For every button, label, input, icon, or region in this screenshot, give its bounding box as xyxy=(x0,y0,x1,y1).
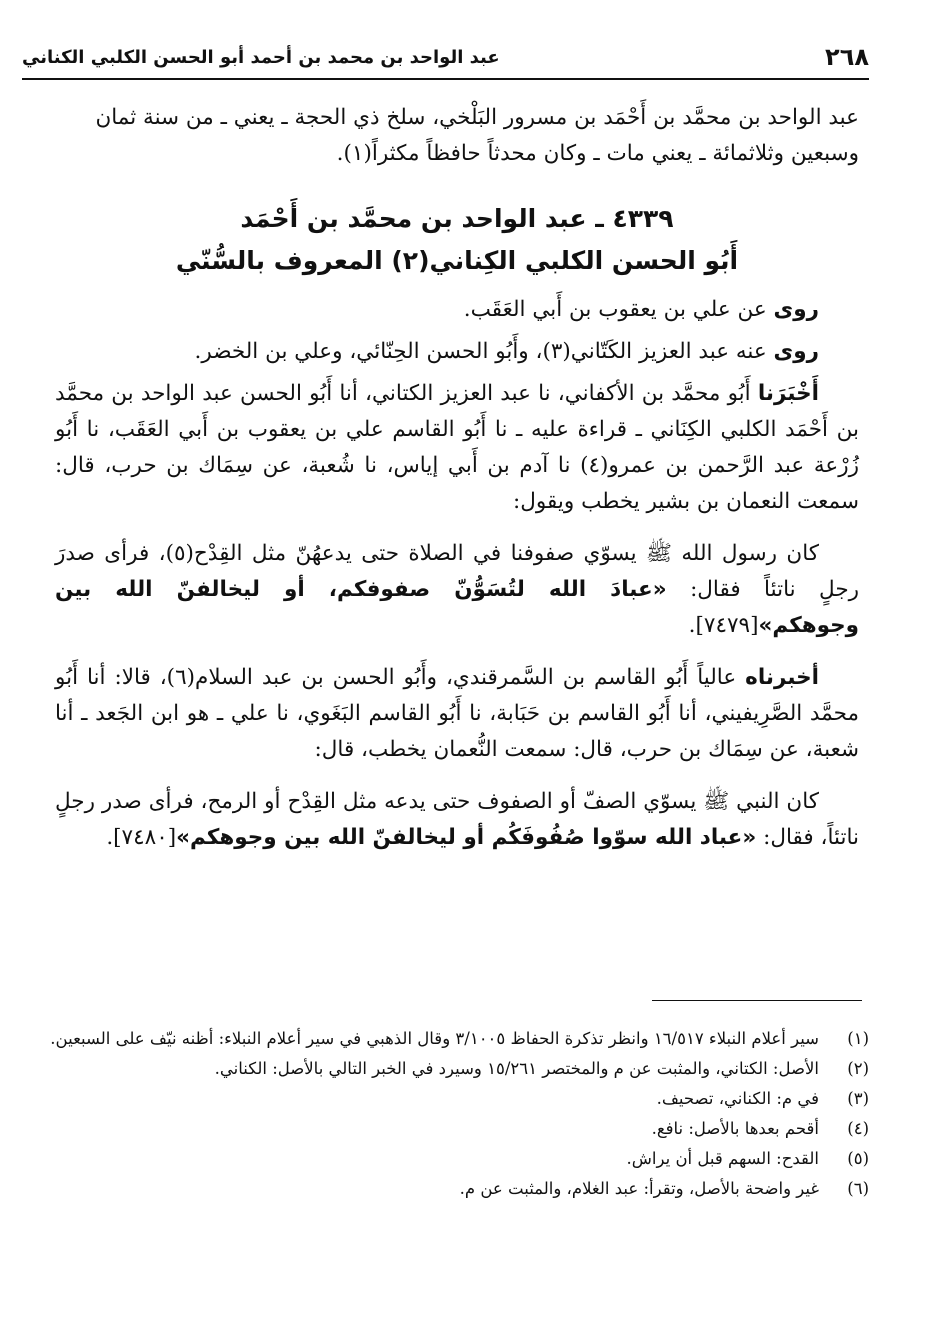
running-header xyxy=(22,36,869,80)
footnote xyxy=(40,1054,869,1084)
spacer xyxy=(55,520,859,530)
footnote-text: غير واضحة بالأصل، وتقرأ: عبد الغلام، والمثبت عن م. xyxy=(459,1179,819,1198)
footnote-text: سير أعلام النبلاء ١٦/٥١٧ وانظر تذكرة الحفاظ ٣/١٠٠٥ وقال الذهبي في سير أعلام النبلاء: أظنه نيّف على السبعين. xyxy=(50,1029,819,1048)
footnote xyxy=(40,1114,869,1144)
footnote-text: الأصل: الكتاني، والمثبت عن م والمختصر ١٥/٢٦١ وسيرد في الخبر التالي بالأصل: الكناني. xyxy=(214,1059,819,1078)
isnad-paragraph-1 xyxy=(55,376,859,520)
rawa-an-text: عن علي بن يعقوب بن أَبي العَقَب. xyxy=(463,297,774,322)
footnote-number: (٤) xyxy=(847,1119,869,1138)
spacer xyxy=(55,768,859,778)
footnote-number: (٢) xyxy=(847,1059,869,1078)
rawa-anhu-paragraph xyxy=(55,334,859,370)
hadith-1-quote: «عبادَ الله لتُسَوُّنّ صفوفكم، أو ليخالفنّ الله بين وجوهكم» xyxy=(55,577,859,638)
spacer xyxy=(55,644,859,654)
footnote-separator xyxy=(652,1000,862,1001)
hadith-1-text: كان رسول الله ﷺ يسوّي صفوفنا في الصلاة حتى يدعهُنّ مثل القِدْح(٥)، فرأى صدرَ رجلٍ ناتئاً فقال: xyxy=(55,541,859,602)
isnad-paragraph-2 xyxy=(55,660,859,768)
hadith-1-ref: [٧٤٧٩]. xyxy=(688,613,759,638)
entry-heading-line-2: أَبُو الحسن الكلبي الكِناني(٢) المعروف بالسُّنّي xyxy=(175,246,739,275)
footnote xyxy=(40,1024,869,1054)
footnotes xyxy=(40,1024,869,1204)
footnote-text: القدح: السهم قبل أن يراش. xyxy=(626,1149,819,1168)
hadith-2-ref: [٧٤٨٠]. xyxy=(106,825,177,850)
footnote-number: (٥) xyxy=(847,1149,869,1168)
footnote xyxy=(40,1174,869,1204)
rawa-anhu-lead: روى xyxy=(773,339,819,364)
footnote-text: في م: الكناني، تصحيف. xyxy=(656,1089,819,1108)
footnote xyxy=(40,1144,869,1174)
akhbaranahu-lead: أخبرناه xyxy=(745,665,819,690)
akhbarana-text: أَبُو محمَّد بن الأكفاني، نا عبد العزيز الكتاني، أنا أَبُو الحسن عبد الواحد بن محمَّد بن أَحْمَد الكلبي الكِنَاني ـ قراءة عليه ـ نا أَبُو القاسم علي بن يعقوب بن أَبي العَقَب، نا أَبُو زُرْعة عبد الرَّحمن بن عمرو(٤) نا آدم بن أَبي إياس، نا شُعبة، عن سِمَاك بن حرب، قال: سمعت النعمان بن بشير يخطب ويقول: xyxy=(55,381,860,514)
akhbaranahu-text: عالياً أَبُو القاسم بن السَّمرقندي، وأَبُو الحسن بن عبد السلام(٦)، قالا: أنا أَبُو محمَّد الصَّرِيفيني، أنا أَبُو القاسم بن حَبَابة، نا أَبُو القاسم البَغَوي، نا علي ـ هو ابن الجَعد ـ أنا شعبة، عن سِمَاك بن حرب، قال: سمعت النُّعمان يخطب، قال: xyxy=(55,665,859,762)
hadith-2-text: كان النبي ﷺ يسوّي الصفّ أو الصفوف حتى يدعه مثل القِدْح أو الرمح، فرأى صدر رجلٍ ناتئاً، فقال: xyxy=(55,789,859,850)
rawa-an-lead: روى xyxy=(773,297,819,322)
entry-heading xyxy=(55,198,859,282)
main-text xyxy=(55,100,859,856)
footnote-number: (٣) xyxy=(847,1089,869,1108)
page-number: ٢٦٨ xyxy=(825,43,869,71)
hadith-2-quote: «عباد الله سوّوا صُفُوفَكُم أو ليخالفنّ الله بين وجوهكم» xyxy=(176,825,757,850)
rawa-anhu-text: عنه عبد العزيز الكَتّاني(٣)، وأَبُو الحسن الحِنّائي، وعلي بن الخضر. xyxy=(194,339,774,364)
footnote-number: (٦) xyxy=(847,1179,869,1198)
running-title: عبد الواحد بن محمد بن أحمد أبو الحسن الكلبي الكناني xyxy=(22,46,500,68)
footnote-number: (١) xyxy=(847,1029,869,1048)
intro-line-2: وسبعين وثلاثمائة ـ يعني مات ـ وكان محدثاً حافظاً مكثراً(١). xyxy=(336,141,859,166)
footnote xyxy=(40,1084,869,1114)
footnote-text: أقحم بعدها بالأصل: نافع. xyxy=(651,1119,819,1138)
intro-line-1: عبد الواحد بن محمَّد بن أَحْمَد بن مسرور البَلْخي، سلخ ذي الحجة ـ يعني ـ من سنة ثمان xyxy=(95,105,859,130)
rawa-an-paragraph xyxy=(55,292,859,328)
entry-heading-line-1: ٤٣٣٩ ـ عبد الواحد بن محمَّد بن أَحْمَد xyxy=(240,204,674,233)
hadith-paragraph-2 xyxy=(55,784,859,856)
hadith-paragraph-1 xyxy=(55,536,859,644)
akhbarana-lead: أَخْبَرَنا xyxy=(757,381,819,406)
